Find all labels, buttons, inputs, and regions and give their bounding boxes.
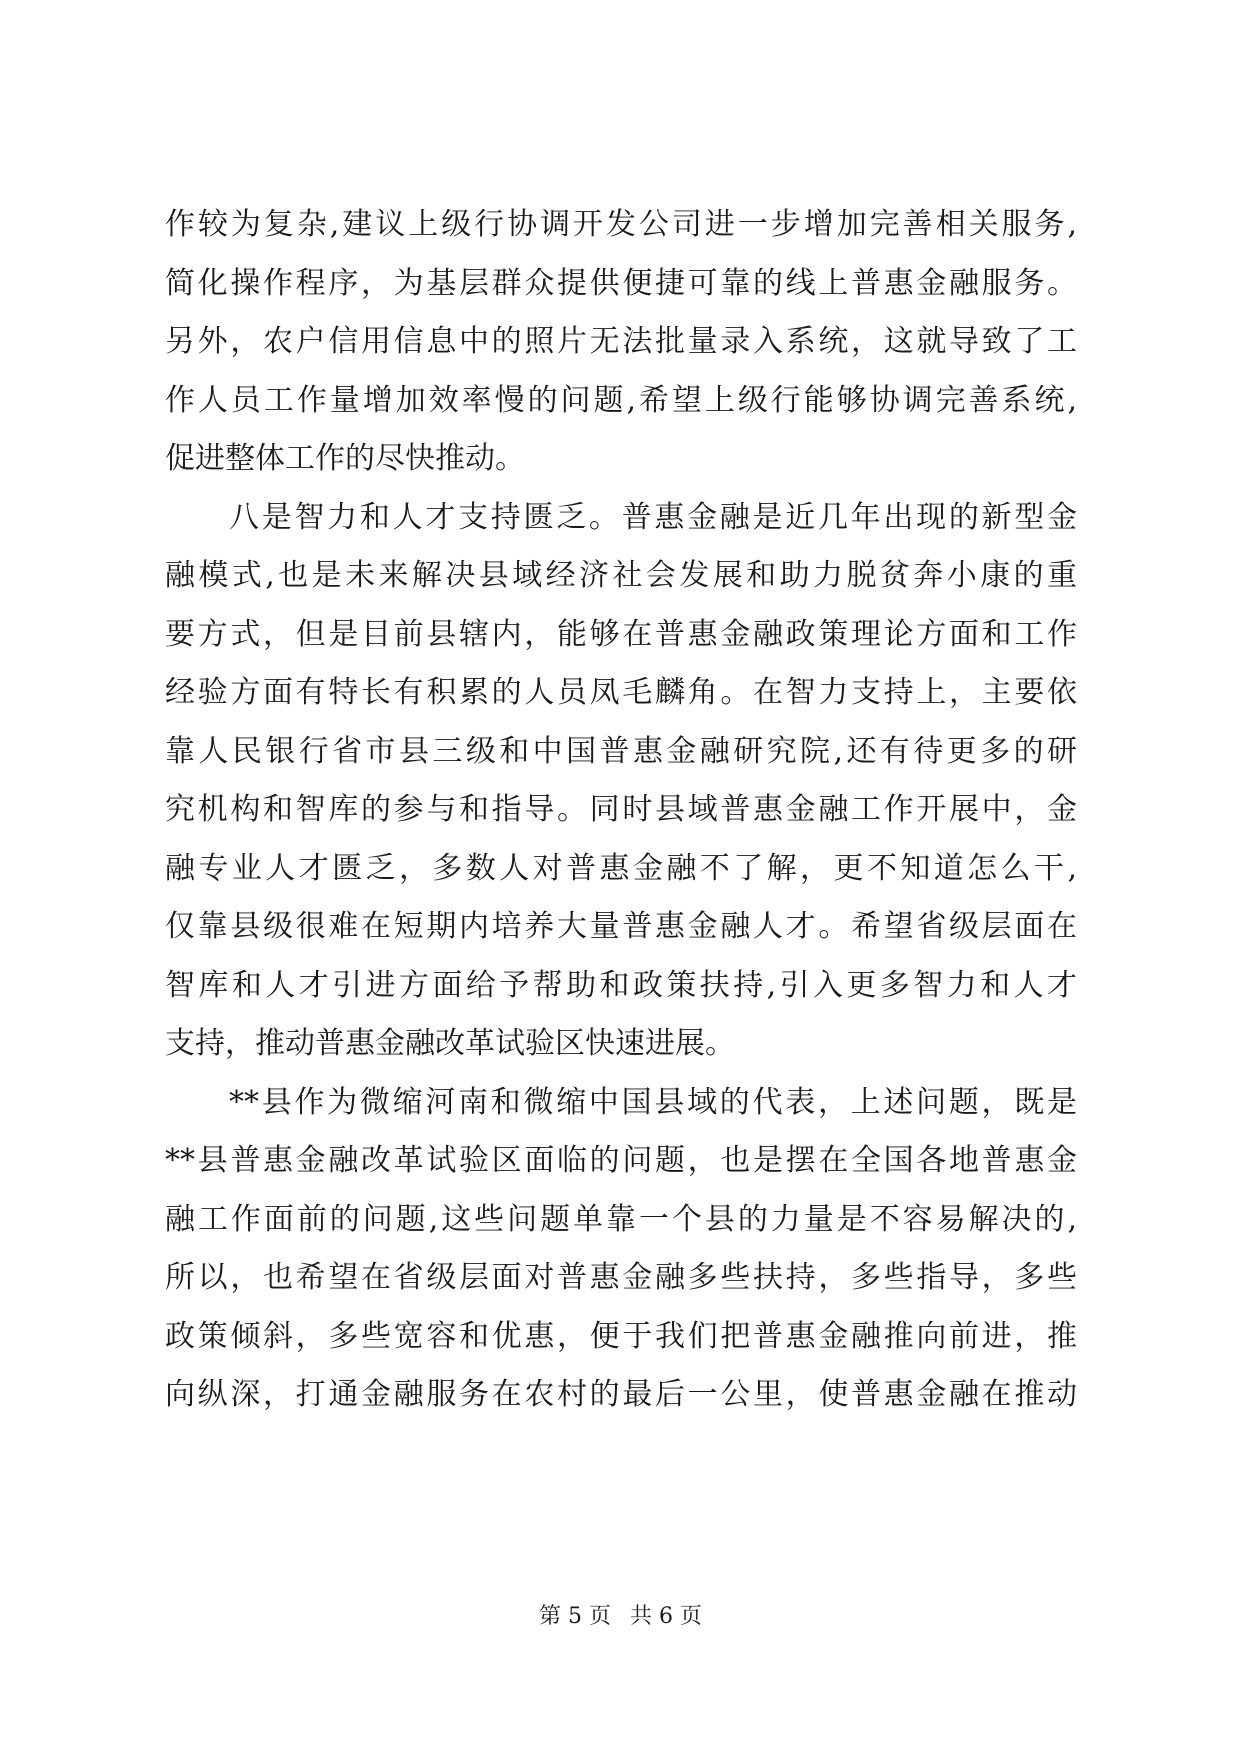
text-line: 所以，也希望在省级层面对普惠金融多些扶持，多些指导，多些 (165, 1260, 1077, 1295)
text-line: 经验方面有特长有积累的人员凤毛麟角。在智力支持上，主要依 (165, 675, 1077, 710)
text-line: 要方式，但是目前县辖内，能够在普惠金融政策理论方面和工作 (165, 616, 1077, 652)
text-line: 融模式,也是未来解决县域经济社会发展和助力脱贫奔小康的重 (165, 558, 1077, 593)
text-line: 靠人民银行省市县三级和中国普惠金融研究院,还有待更多的研 (165, 733, 1077, 769)
text-line: 另外，农户信用信息中的照片无法批量录入系统，这就导致了工 (165, 324, 1077, 359)
page-total: 共 6 页 (630, 1604, 702, 1629)
text-line: 作人员工作量增加效率慢的问题,希望上级行能够协调完善系统, (165, 382, 1077, 418)
body-text (165, 196, 1077, 1425)
text-line: 融专业人才匮乏，多数人对普惠金融不了解，更不知道怎么干, (165, 850, 1077, 886)
text-line: 简化操作程序，为基层群众提供便捷可靠的线上普惠金融服务。 (165, 265, 1077, 301)
text-line: 融工作面前的问题,这些问题单靠一个县的力量是不容易解决的, (165, 1201, 1077, 1237)
text-line: 支持，推动普惠金融改革试验区快速进展。 (165, 1026, 735, 1061)
page-footer (0, 1602, 1241, 1632)
paragraph-first-line: 八是智力和人才支持匮乏。普惠金融是近几年出现的新型金 (229, 499, 1077, 535)
text-line: 究机构和智库的参与和指导。同时县域普惠金融工作开展中，金 (165, 792, 1077, 827)
page-number: 第 5 页 (539, 1604, 611, 1629)
text-line: 政策倾斜，多些宽容和优惠，便于我们把普惠金融推向前进，推 (165, 1318, 1077, 1354)
text-line: 作较为复杂,建议上级行协调开发公司进一步增加完善相关服务, (165, 207, 1077, 242)
text-line: 向纵深，打通金融服务在农村的最后一公里，使普惠金融在推动 (165, 1377, 1077, 1412)
paragraph-first-line: **县作为微缩河南和微缩中国县域的代表，上述问题，既是 (229, 1084, 1077, 1120)
text-line: **县普惠金融改革试验区面临的问题，也是摆在全国各地普惠金 (165, 1143, 1077, 1178)
text-line: 促进整体工作的尽快推动。 (165, 441, 525, 476)
text-line: 仅靠县级很难在短期内培养大量普惠金融人才。希望省级层面在 (165, 909, 1077, 944)
text-line: 智库和人才引进方面给予帮助和政策扶持,引入更多智力和人才 (165, 967, 1077, 1003)
